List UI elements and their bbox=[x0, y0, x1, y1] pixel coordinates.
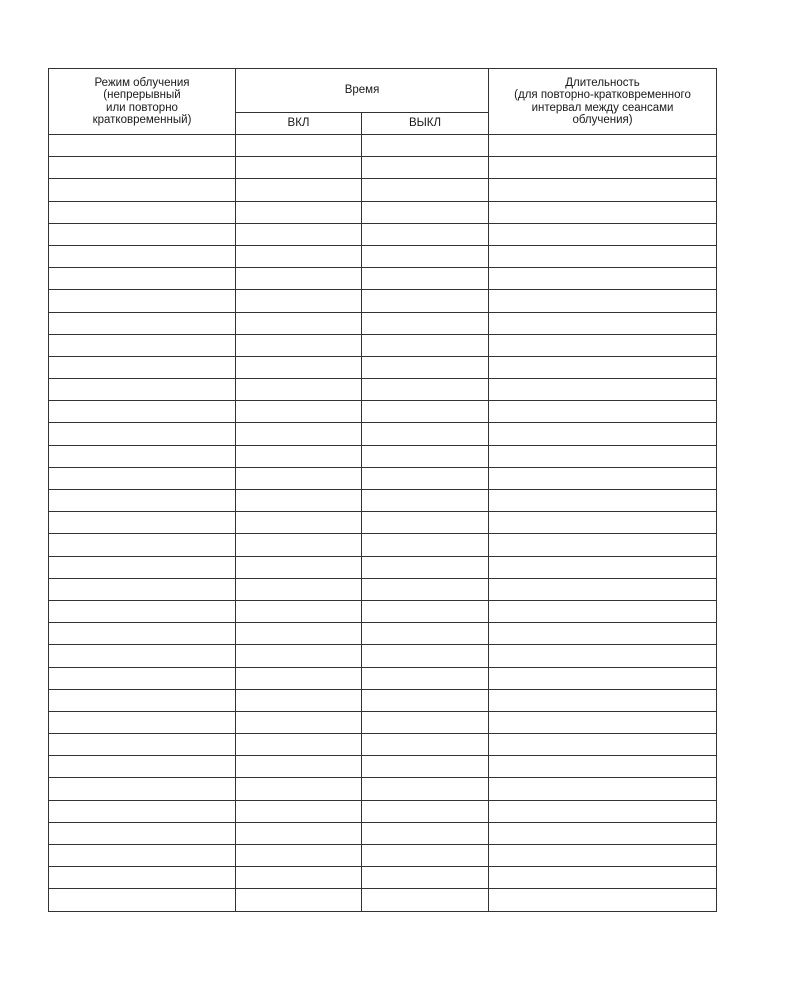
cell-time-off[interactable] bbox=[362, 223, 489, 245]
cell-time-off[interactable] bbox=[362, 645, 489, 667]
cell-time-on[interactable] bbox=[236, 645, 362, 667]
cell-mode[interactable] bbox=[49, 734, 236, 756]
header-duration-line: интервал между сеансами bbox=[531, 101, 674, 114]
cell-time-off[interactable] bbox=[362, 578, 489, 600]
cell-time-off[interactable] bbox=[362, 290, 489, 312]
cell-mode[interactable] bbox=[49, 157, 236, 179]
cell-duration[interactable] bbox=[489, 467, 717, 489]
cell-time-off[interactable] bbox=[362, 379, 489, 401]
cell-mode[interactable] bbox=[49, 135, 236, 157]
cell-time-off[interactable] bbox=[362, 490, 489, 512]
cell-mode[interactable] bbox=[49, 623, 236, 645]
table-row bbox=[49, 490, 717, 512]
table-row bbox=[49, 223, 717, 245]
cell-time-on[interactable] bbox=[236, 157, 362, 179]
cell-duration[interactable] bbox=[489, 157, 717, 179]
cell-duration[interactable] bbox=[489, 667, 717, 689]
cell-time-on[interactable] bbox=[236, 578, 362, 600]
cell-time-on[interactable] bbox=[236, 711, 362, 733]
cell-duration[interactable] bbox=[489, 623, 717, 645]
cell-mode[interactable] bbox=[49, 756, 236, 778]
cell-duration[interactable] bbox=[489, 201, 717, 223]
cell-mode[interactable] bbox=[49, 667, 236, 689]
table-row bbox=[49, 290, 717, 312]
header-duration bbox=[489, 69, 717, 135]
table-row bbox=[49, 201, 717, 223]
cell-duration[interactable] bbox=[489, 290, 717, 312]
cell-duration[interactable] bbox=[489, 822, 717, 844]
table-row bbox=[49, 778, 717, 800]
cell-time-off[interactable] bbox=[362, 689, 489, 711]
cell-time-on[interactable] bbox=[236, 201, 362, 223]
cell-time-on[interactable] bbox=[236, 135, 362, 157]
cell-time-on[interactable] bbox=[236, 534, 362, 556]
cell-time-on[interactable] bbox=[236, 800, 362, 822]
cell-mode[interactable] bbox=[49, 889, 236, 911]
cell-mode[interactable] bbox=[49, 401, 236, 423]
cell-mode[interactable] bbox=[49, 822, 236, 844]
cell-time-on[interactable] bbox=[236, 778, 362, 800]
cell-duration[interactable] bbox=[489, 689, 717, 711]
cell-time-on[interactable] bbox=[236, 379, 362, 401]
cell-time-off[interactable] bbox=[362, 312, 489, 334]
header-mode-line: Режим облучения bbox=[94, 76, 190, 89]
cell-time-off[interactable] bbox=[362, 179, 489, 201]
table-row bbox=[49, 157, 717, 179]
cell-mode[interactable] bbox=[49, 223, 236, 245]
table-header bbox=[49, 69, 717, 135]
cell-duration[interactable] bbox=[489, 734, 717, 756]
cell-duration[interactable] bbox=[489, 223, 717, 245]
cell-duration[interactable] bbox=[489, 334, 717, 356]
cell-time-on[interactable] bbox=[236, 223, 362, 245]
cell-mode[interactable] bbox=[49, 312, 236, 334]
cell-time-off[interactable] bbox=[362, 867, 489, 889]
cell-duration[interactable] bbox=[489, 556, 717, 578]
cell-time-on[interactable] bbox=[236, 467, 362, 489]
cell-duration[interactable] bbox=[489, 245, 717, 267]
cell-duration[interactable] bbox=[489, 600, 717, 622]
cell-time-on[interactable] bbox=[236, 490, 362, 512]
table-row bbox=[49, 711, 717, 733]
cell-duration[interactable] bbox=[489, 800, 717, 822]
cell-time-on[interactable] bbox=[236, 556, 362, 578]
cell-time-off[interactable] bbox=[362, 135, 489, 157]
table-body bbox=[49, 135, 717, 912]
cell-time-off[interactable] bbox=[362, 556, 489, 578]
table-row bbox=[49, 623, 717, 645]
cell-mode[interactable] bbox=[49, 578, 236, 600]
cell-time-off[interactable] bbox=[362, 778, 489, 800]
cell-mode[interactable] bbox=[49, 490, 236, 512]
cell-duration[interactable] bbox=[489, 356, 717, 378]
cell-duration[interactable] bbox=[489, 312, 717, 334]
cell-time-off[interactable] bbox=[362, 822, 489, 844]
table-row bbox=[49, 445, 717, 467]
cell-time-on[interactable] bbox=[236, 401, 362, 423]
cell-time-off[interactable] bbox=[362, 356, 489, 378]
cell-duration[interactable] bbox=[489, 135, 717, 157]
cell-duration[interactable] bbox=[489, 445, 717, 467]
cell-time-on[interactable] bbox=[236, 356, 362, 378]
table-row bbox=[49, 889, 717, 911]
cell-mode[interactable] bbox=[49, 845, 236, 867]
cell-time-on[interactable] bbox=[236, 734, 362, 756]
cell-duration[interactable] bbox=[489, 778, 717, 800]
cell-mode[interactable] bbox=[49, 800, 236, 822]
table-row bbox=[49, 645, 717, 667]
header-duration-line: (для повторно-кратковременного bbox=[514, 89, 691, 101]
cell-time-off[interactable] bbox=[362, 623, 489, 645]
cell-duration[interactable] bbox=[489, 268, 717, 290]
cell-time-on[interactable] bbox=[236, 600, 362, 622]
table-row bbox=[49, 467, 717, 489]
cell-time-on[interactable] bbox=[236, 245, 362, 267]
cell-time-off[interactable] bbox=[362, 245, 489, 267]
cell-mode[interactable] bbox=[49, 379, 236, 401]
cell-mode[interactable] bbox=[49, 512, 236, 534]
cell-time-off[interactable] bbox=[362, 711, 489, 733]
header-row-top bbox=[49, 69, 717, 113]
table-row bbox=[49, 423, 717, 445]
cell-time-on[interactable] bbox=[236, 334, 362, 356]
cell-mode[interactable] bbox=[49, 423, 236, 445]
table-row bbox=[49, 734, 717, 756]
cell-time-off[interactable] bbox=[362, 845, 489, 867]
table-row bbox=[49, 534, 717, 556]
header-time-off: ВЫКЛ bbox=[362, 113, 489, 135]
cell-duration[interactable] bbox=[489, 645, 717, 667]
header-mode bbox=[49, 69, 236, 135]
cell-duration[interactable] bbox=[489, 845, 717, 867]
cell-duration[interactable] bbox=[489, 889, 717, 911]
cell-time-on[interactable] bbox=[236, 756, 362, 778]
cell-time-off[interactable] bbox=[362, 889, 489, 911]
cell-time-off[interactable] bbox=[362, 467, 489, 489]
cell-mode[interactable] bbox=[49, 179, 236, 201]
cell-mode[interactable] bbox=[49, 467, 236, 489]
table-row bbox=[49, 800, 717, 822]
table-row bbox=[49, 135, 717, 157]
cell-time-on[interactable] bbox=[236, 867, 362, 889]
cell-mode[interactable] bbox=[49, 334, 236, 356]
cell-duration[interactable] bbox=[489, 512, 717, 534]
table-row bbox=[49, 822, 717, 844]
cell-time-off[interactable] bbox=[362, 445, 489, 467]
table-row bbox=[49, 600, 717, 622]
cell-time-on[interactable] bbox=[236, 445, 362, 467]
header-mode-line: или повторно bbox=[106, 101, 178, 114]
cell-time-off[interactable] bbox=[362, 734, 489, 756]
cell-time-on[interactable] bbox=[236, 889, 362, 911]
cell-time-on[interactable] bbox=[236, 290, 362, 312]
cell-duration[interactable] bbox=[489, 401, 717, 423]
cell-time-on[interactable] bbox=[236, 423, 362, 445]
table-row bbox=[49, 756, 717, 778]
cell-time-off[interactable] bbox=[362, 201, 489, 223]
table-row bbox=[49, 334, 717, 356]
irradiation-log-table bbox=[48, 68, 717, 912]
table-row bbox=[49, 845, 717, 867]
cell-time-on[interactable] bbox=[236, 623, 362, 645]
table-row bbox=[49, 512, 717, 534]
cell-time-on[interactable] bbox=[236, 512, 362, 534]
cell-mode[interactable] bbox=[49, 600, 236, 622]
cell-duration[interactable] bbox=[489, 423, 717, 445]
cell-time-off[interactable] bbox=[362, 800, 489, 822]
cell-time-on[interactable] bbox=[236, 268, 362, 290]
cell-duration[interactable] bbox=[489, 578, 717, 600]
header-time: Время bbox=[236, 69, 489, 113]
header-time-on: ВКЛ bbox=[236, 113, 362, 135]
cell-time-off[interactable] bbox=[362, 334, 489, 356]
cell-duration[interactable] bbox=[489, 867, 717, 889]
table-row bbox=[49, 268, 717, 290]
cell-mode[interactable] bbox=[49, 645, 236, 667]
cell-time-off[interactable] bbox=[362, 268, 489, 290]
table-row bbox=[49, 689, 717, 711]
cell-mode[interactable] bbox=[49, 867, 236, 889]
table-row bbox=[49, 312, 717, 334]
header-duration-line: Длительность bbox=[565, 76, 640, 89]
cell-mode[interactable] bbox=[49, 290, 236, 312]
cell-mode[interactable] bbox=[49, 356, 236, 378]
cell-time-on[interactable] bbox=[236, 689, 362, 711]
table-row bbox=[49, 867, 717, 889]
cell-time-off[interactable] bbox=[362, 600, 489, 622]
cell-mode[interactable] bbox=[49, 534, 236, 556]
cell-mode[interactable] bbox=[49, 245, 236, 267]
table-row bbox=[49, 245, 717, 267]
table-row bbox=[49, 179, 717, 201]
cell-time-on[interactable] bbox=[236, 179, 362, 201]
cell-duration[interactable] bbox=[489, 534, 717, 556]
cell-mode[interactable] bbox=[49, 268, 236, 290]
cell-time-on[interactable] bbox=[236, 667, 362, 689]
table-row bbox=[49, 401, 717, 423]
cell-mode[interactable] bbox=[49, 711, 236, 733]
cell-duration[interactable] bbox=[489, 711, 717, 733]
cell-time-on[interactable] bbox=[236, 822, 362, 844]
cell-duration[interactable] bbox=[489, 756, 717, 778]
cell-mode[interactable] bbox=[49, 689, 236, 711]
table-row bbox=[49, 379, 717, 401]
header-duration-line: облучения) bbox=[572, 114, 633, 126]
cell-time-off[interactable] bbox=[362, 512, 489, 534]
cell-mode[interactable] bbox=[49, 201, 236, 223]
table-row bbox=[49, 556, 717, 578]
cell-time-off[interactable] bbox=[362, 423, 489, 445]
table-row bbox=[49, 356, 717, 378]
header-mode-line: кратковременный) bbox=[92, 114, 192, 126]
cell-time-on[interactable] bbox=[236, 845, 362, 867]
cell-time-off[interactable] bbox=[362, 401, 489, 423]
cell-time-off[interactable] bbox=[362, 667, 489, 689]
cell-duration[interactable] bbox=[489, 179, 717, 201]
table-row bbox=[49, 667, 717, 689]
cell-time-off[interactable] bbox=[362, 534, 489, 556]
header-mode-line: (непрерывный bbox=[103, 89, 181, 101]
cell-mode[interactable] bbox=[49, 556, 236, 578]
cell-time-off[interactable] bbox=[362, 756, 489, 778]
table-row bbox=[49, 578, 717, 600]
cell-time-off[interactable] bbox=[362, 157, 489, 179]
cell-duration[interactable] bbox=[489, 379, 717, 401]
cell-duration[interactable] bbox=[489, 490, 717, 512]
cell-time-on[interactable] bbox=[236, 312, 362, 334]
cell-mode[interactable] bbox=[49, 445, 236, 467]
cell-mode[interactable] bbox=[49, 778, 236, 800]
